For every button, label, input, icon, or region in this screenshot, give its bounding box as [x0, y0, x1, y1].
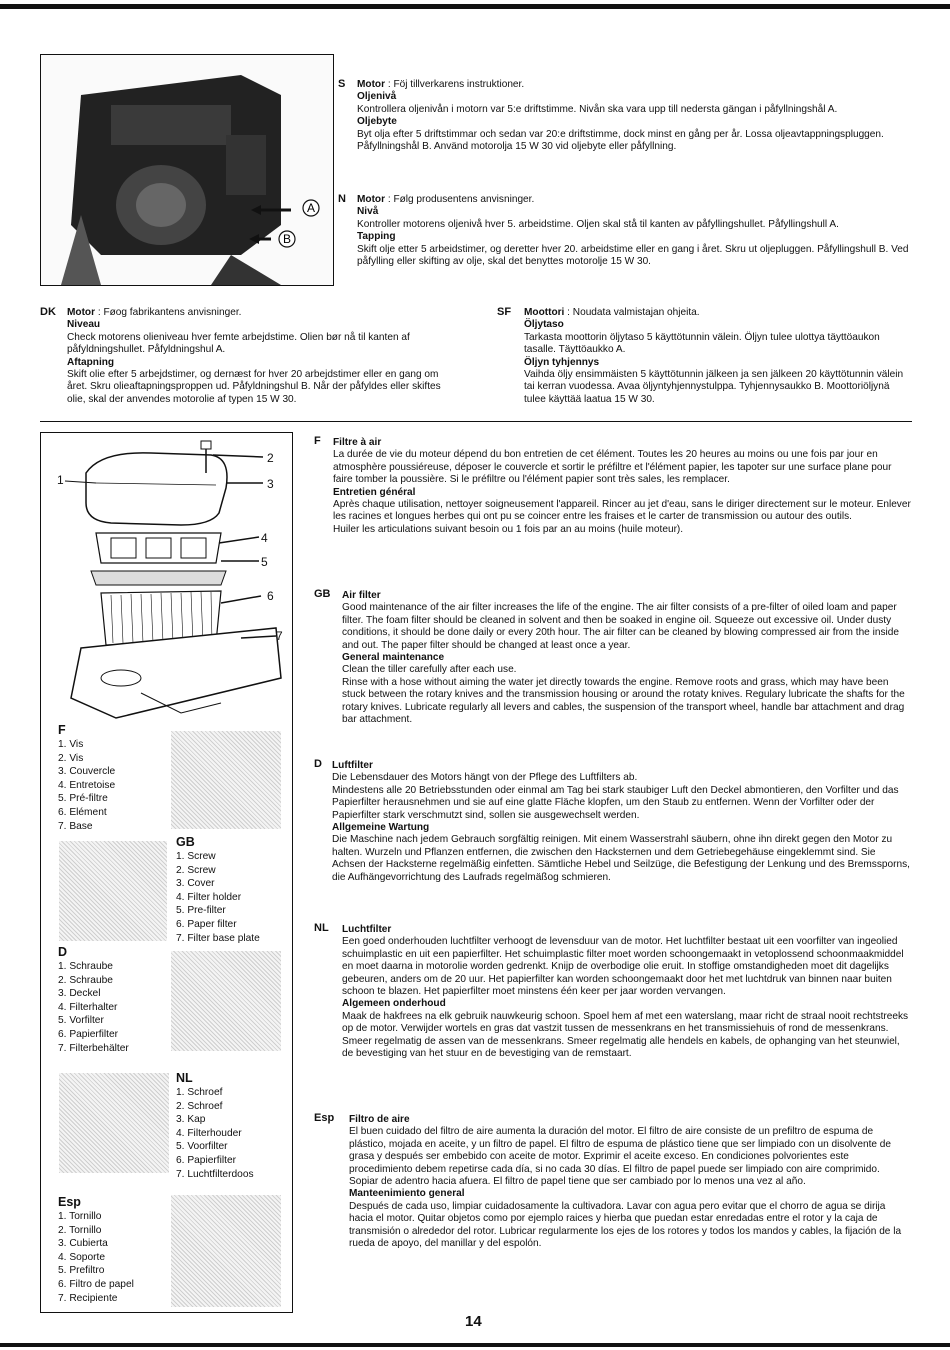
section-divider: [40, 421, 912, 422]
callout-3: 3: [267, 477, 274, 491]
title-rest: : Følg produsentens anvisninger.: [385, 194, 535, 205]
paragraph: Rinse with a hose without aiming the water jet directly towards the engine. Remove roots and grass, which may have been stuck between the rotary knives and the transmission housing or around the rotaty knives. Regulary lubricate the shafts for the rotary knives. Lubricate regularly all levers and cables, the suspension of the transport wheel, handle bar attachment and drag bar attachment.: [342, 676, 905, 726]
paragraph: Skift olie efter 5 arbejdstimer, og dernæst for hver 20 arbejdstimer eller en gang om året. Skru olieaftapningsproppen ud. Påfyldningshul B. Når der påfyldes eller skiftes olie, skal der anvendes motorolie af typen 15 W 30.: [67, 369, 441, 405]
top-rule: [0, 4, 950, 9]
lang-code-f: F: [314, 435, 321, 447]
paragraph: Vaihda öljy ensimmäisten 5 käyttötunnin jälkeen ja sen jälkeen 20 käyttötunnin välein tai kerran vuodessa. Avaa öljyntyhjennystulppa. Tyhjennysaukko B. Moottoriöljynä tulee käyttää laatua 15 W 30.: [524, 369, 904, 405]
section-title: Air filter: [342, 590, 381, 601]
legend-item: 7. Filterbehälter: [58, 1042, 129, 1054]
section-filter-d: [332, 760, 911, 884]
section-title: Filtro de aire: [349, 1114, 410, 1125]
subheading: Öljyn tyhjennys: [524, 356, 600, 368]
title-prefix: Motor: [357, 194, 386, 205]
callout-6: 6: [267, 589, 274, 603]
title-rest: : Føog fabrikantens anvisninger.: [95, 307, 242, 318]
subheading: Algemeen onderhoud: [342, 998, 446, 1010]
subheading: Tapping: [357, 231, 396, 243]
engine-figure: [40, 54, 334, 286]
legend-item: 1. Schroef: [176, 1087, 223, 1098]
legend-f: [58, 722, 115, 833]
legend-title: GB: [176, 835, 195, 849]
section-title: Luftfilter: [332, 760, 373, 771]
subheading: Entretien général: [333, 486, 416, 498]
subheading: Nivå: [357, 206, 379, 218]
legend-item: 6. Papierfilter: [58, 1028, 119, 1040]
legend-title: D: [58, 945, 68, 959]
title-prefix: Moottori: [524, 307, 565, 318]
legend-esp: [58, 1194, 134, 1305]
legend-item: 7. Base: [58, 820, 93, 832]
legend-item: 7. Luchtfilterdoos: [176, 1168, 254, 1180]
legend-item: 3. Couvercle: [58, 766, 116, 778]
legend-item: 5. Pre-filter: [176, 905, 226, 917]
paragraph: Tarkasta moottorin öljytaso 5 käyttötunnin välein. Öljyn tulee ulottya täyttöaukon tasalle. Täyttöaukko A.: [524, 331, 880, 356]
legend-item: 5. Pré-filtre: [58, 793, 108, 805]
lang-code-nl: NL: [314, 922, 329, 934]
legend-item: 2. Vis: [58, 752, 84, 764]
section-filter-f: [333, 437, 911, 536]
paragraph: Mindestens alle 20 Betriebsstunden oder einmal am Tag bei stark staubiger Luft den Deckel abmontieren, den Vorfilter und das Papierfilter herausnehmen und sie auf eine glatte Fläche klopfen, um den Staub zu entfernen. Wenn der Vorfilter oder der Papierfilter stark verschmutzt sind, sollen sie ausgewechselt werden.: [332, 784, 899, 821]
legend-item: 4. Filterhouder: [176, 1127, 242, 1139]
paragraph: Kontrollera oljenivån i motorn var 5:e driftstimme. Nivån ska vara upp till nedersta gängan i påfyllningshål A.: [357, 103, 838, 115]
section-title: Filtre à air: [333, 437, 382, 448]
paragraph: Byt olja efter 5 driftstimmar och sedan var 20:e driftstimme, dock minst en gång per år. Lossa oljeavtappningspluggen. Påfyllningshål B. Använd motorolja 15 W 30 vid oljebyte eller påfyllning.: [357, 128, 884, 153]
paragraph: Kontroller motorens oljenivå hver 5. arbeidstime. Oljen skal stå til kanten av påfyllingshullet. Påfyllingshull A.: [357, 218, 839, 230]
hatch-panel: [59, 841, 167, 941]
legend-item: 4. Filterhalter: [58, 1001, 118, 1013]
section-title: Luchtfilter: [342, 924, 392, 935]
hatch-panel: [171, 951, 281, 1051]
legend-item: 3. Kap: [176, 1114, 206, 1126]
callout-5: 5: [261, 555, 268, 569]
legend-item: 5. Prefiltro: [58, 1265, 105, 1277]
title-rest: : Noudata valmistajan ohjeita.: [564, 307, 700, 318]
paragraph: Good maintenance of the air filter increases the life of the engine. The air filter consists of a pre-filter of oiled loam and paper filter. The foam filter should be cleaned in solvent and then be soaked in engine oil. Squeeze out excessive oil. Under dusty conditions, it should be done daily or every 20th hour. The air filter can be cleaned by blowing compressed air from the inside and out. The paper filter should be changed at least once a year.: [342, 602, 899, 651]
legend-item: 3. Deckel: [58, 988, 101, 1000]
legend-item: 3. Cover: [176, 878, 215, 890]
subheading: General maintenance: [342, 652, 445, 664]
legend-item: 3. Cubierta: [58, 1238, 108, 1250]
hatch-panel: [171, 731, 281, 829]
legend-item: 4. Entretoise: [58, 779, 116, 791]
paragraph: Huiler les articulations suivant besoin ou 1 fois par an au moins (huile moteur).: [333, 523, 684, 535]
subheading: Öljytaso: [524, 319, 564, 331]
legend-item: 7. Recipiente: [58, 1292, 118, 1304]
legend-item: 1. Schraube: [58, 961, 113, 972]
subheading: Manteenimiento general: [349, 1188, 465, 1200]
paragraph: Die Maschine nach jedem Gebrauch sorgfältig reinigen. Mit einem Wasserstrahl säubern, ohne ihn direkt gegen den Motor zu halten. Wurzeln und Pflanzen entfernen, die zwischen den Hacksternen und dem Getriebegehäuse eingeklemmt sind. Sie Achsen der Hacksterne regelmäßig einfetten. Sämtliche Hebel und Seilzüge, die Befestigung der Lenkung und des Bremssporns, die Aufhängevorrichtung des Laufrads regelmäßog schmieren.: [332, 834, 910, 883]
engine-illustration: [41, 55, 333, 285]
section-engine-n: [357, 194, 912, 268]
legend-d: [58, 944, 129, 1055]
legend-item: 2. Screw: [176, 864, 216, 876]
legend-item: 4. Soporte: [58, 1251, 106, 1263]
subheading: Aftapning: [67, 356, 115, 368]
legend-gb: [176, 834, 260, 945]
legend-item: 6. Paper filter: [176, 918, 237, 930]
section-engine-sf: [524, 307, 912, 406]
title-prefix: Motor: [357, 79, 386, 90]
paragraph: Después de cada uso, limpiar cuidadosamente la cultivadora. Lavar con agua pero evitar que el chorro de agua se dirija hacia el motor. Quitar objetos como por ejemplo raices y hierba que puedan estar enredadas entre el rotor y la caja de transmisión o alrededor del rotor. Lubricar regularmente los ejes de los rotores y todos los mandos y cables, la fijación de la rueda de apoyo, del manillar y del espolón.: [349, 1200, 902, 1250]
callout-a: A: [307, 201, 316, 215]
section-filter-gb: [342, 590, 911, 726]
legend-item: 7. Filter base plate: [176, 932, 260, 944]
paragraph: El buen cuidado del filtro de aire aumenta la duración del motor. El filtro de aire consiste de un prefiltro de espuma de plástico, mojada en aceite, y un filtro de papel. El filtro de espuma de plástico tiene que ser limpiado con un disolvente de grasa y después ser embebido con aceite de motor. Exprimir el aceite exceso. En condiciones polvorientes este procedimiento debem repetirse cada día, si no cada 30 días. El filtro de papel puede ser limpiado con aire comprimido. Sopiar de adentro hacia afuera. El filtro de papel tiene que ser cambiado por lo menos una vez al año.: [349, 1126, 892, 1188]
legend-item: 2. Tornillo: [58, 1224, 102, 1236]
legend-nl: [176, 1070, 254, 1181]
legend-title: F: [58, 723, 66, 737]
lang-code-s: S: [338, 78, 346, 90]
paragraph: Skift olje etter 5 arbeidstimer, og deretter hver 20. arbeidstime eller en gang i året. Skru ut oljepluggen. Påfyllingshull B. Ved påfylling eller skifting av olje, skal det benyttes motorolje 15 W 30.: [357, 243, 909, 268]
subheading: Oljebyte: [357, 116, 397, 128]
paragraph: La durée de vie du moteur dépend du bon entretien de cet élément. Toutes les 20 heures au moins ou une fois par jour en atmosphère poussiéreuse, déposer le couvercle et sortir le préfiltre et l'élément papier, les tapoter sur une surface plane pour faire tomber la poussière. Si le préfiltre ou l'élément papier sont très sales, les remplacer.: [333, 449, 892, 486]
paragraph: Maak de hakfrees na elk gebruik nauwkeurig schoon. Spoel hem af met een waterslang, maar richt de straal nooit rechtstreeks op de motor. Verwijder wortels en gras dat vastzit tussen de messenkrans en het transmissiehuis of rond de messenkrans. Smeer regelmatig de assen van de messenkrans. Smeer regelmatig alle hendels en kabels, de ophanging van het steunwiel, de bevestiging van het stuur en de bevestiging van de remstaart.: [342, 1010, 909, 1060]
callout-7: 7: [276, 629, 283, 643]
paragraph: Een goed onderhouden luchtfilter verhoogt de levensduur van de motor. Het luchtfilter bestaat uit een voorfilter van ingeolied schuimplastic en uit een papierfilter. Het schuimplastic filter moet worden schoongemaakt in vetoplossend schoonmaakmiddel en moet daarna in motorolie worden gedrenkt. Knijp de overbodige olie eruit. In stoffige omstandigheden moet dit dagelijks gebeuren, anders om de 20 uur. Het papierfilter kan worden schoongemaakt door het met luchtdruk van binnen naar buiten schoon te blazen. Het papierfilter moet minstens één keer per jaar worden vervangen.: [342, 936, 904, 998]
section-filter-esp: [349, 1114, 911, 1250]
callout-2: 2: [267, 451, 274, 465]
subheading: Oljenivå: [357, 91, 397, 103]
section-engine-dk: [67, 307, 455, 406]
legend-title: Esp: [58, 1195, 81, 1209]
section-engine-s: [357, 79, 912, 153]
paragraph: Check motorens olieniveau hver femte arbejdstime. Olien bør nå til kanten af påfyldningshullet. Påfyldningshul A.: [67, 331, 410, 356]
legend-item: 4. Filter holder: [176, 891, 242, 903]
lang-code-n: N: [338, 193, 346, 205]
lang-code-gb: GB: [314, 588, 331, 600]
hatch-panel: [59, 1073, 169, 1173]
bottom-rule: [0, 1343, 950, 1347]
paragraph: Die Lebensdauer des Motors hängt von der Pflege des Luftfilters ab.: [332, 772, 638, 784]
paragraph: Clean the tiller carefully after each use.: [342, 664, 517, 676]
title-rest: : Föj tillverkarens instruktioner.: [385, 79, 525, 90]
page-number: 14: [465, 1313, 482, 1330]
lang-code-d: D: [314, 758, 322, 770]
air-filter-exploded-illustration: [41, 433, 291, 723]
lang-code-sf: SF: [497, 306, 512, 318]
lang-code-esp: Esp: [314, 1112, 335, 1124]
legend-item: 6. Filtro de papel: [58, 1278, 134, 1290]
section-filter-nl: [342, 924, 911, 1060]
legend-item: 1. Vis: [58, 739, 84, 750]
callout-4: 4: [261, 531, 268, 545]
subheading: Allgemeine Wartung: [332, 822, 430, 834]
legend-item: 5. Vorfilter: [58, 1015, 104, 1027]
callout-b: B: [283, 232, 292, 246]
lang-code-dk: DK: [40, 306, 56, 318]
legend-item: 5. Voorfilter: [176, 1141, 228, 1153]
legend-item: 2. Schroef: [176, 1100, 223, 1112]
legend-item: 6. Elément: [58, 806, 107, 818]
legend-item: 6. Papierfilter: [176, 1154, 237, 1166]
subheading: Niveau: [67, 319, 101, 331]
callout-1: 1: [57, 473, 64, 487]
legend-title: NL: [176, 1071, 193, 1085]
paragraph: Après chaque utilisation, nettoyer soigneusement l'appareil. Rincer au jet d'eau, sans le diriger directement sur le moteur. Enlever les racines et longues herbes qui ont pu se coincer entre les fraises et le carter de transmission ou autour des outils.: [333, 499, 911, 523]
title-prefix: Motor: [67, 307, 96, 318]
legend-item: 1. Screw: [176, 851, 216, 862]
legend-item: 1. Tornillo: [58, 1211, 102, 1222]
hatch-panel: [171, 1195, 281, 1307]
legend-item: 2. Schraube: [58, 974, 113, 986]
